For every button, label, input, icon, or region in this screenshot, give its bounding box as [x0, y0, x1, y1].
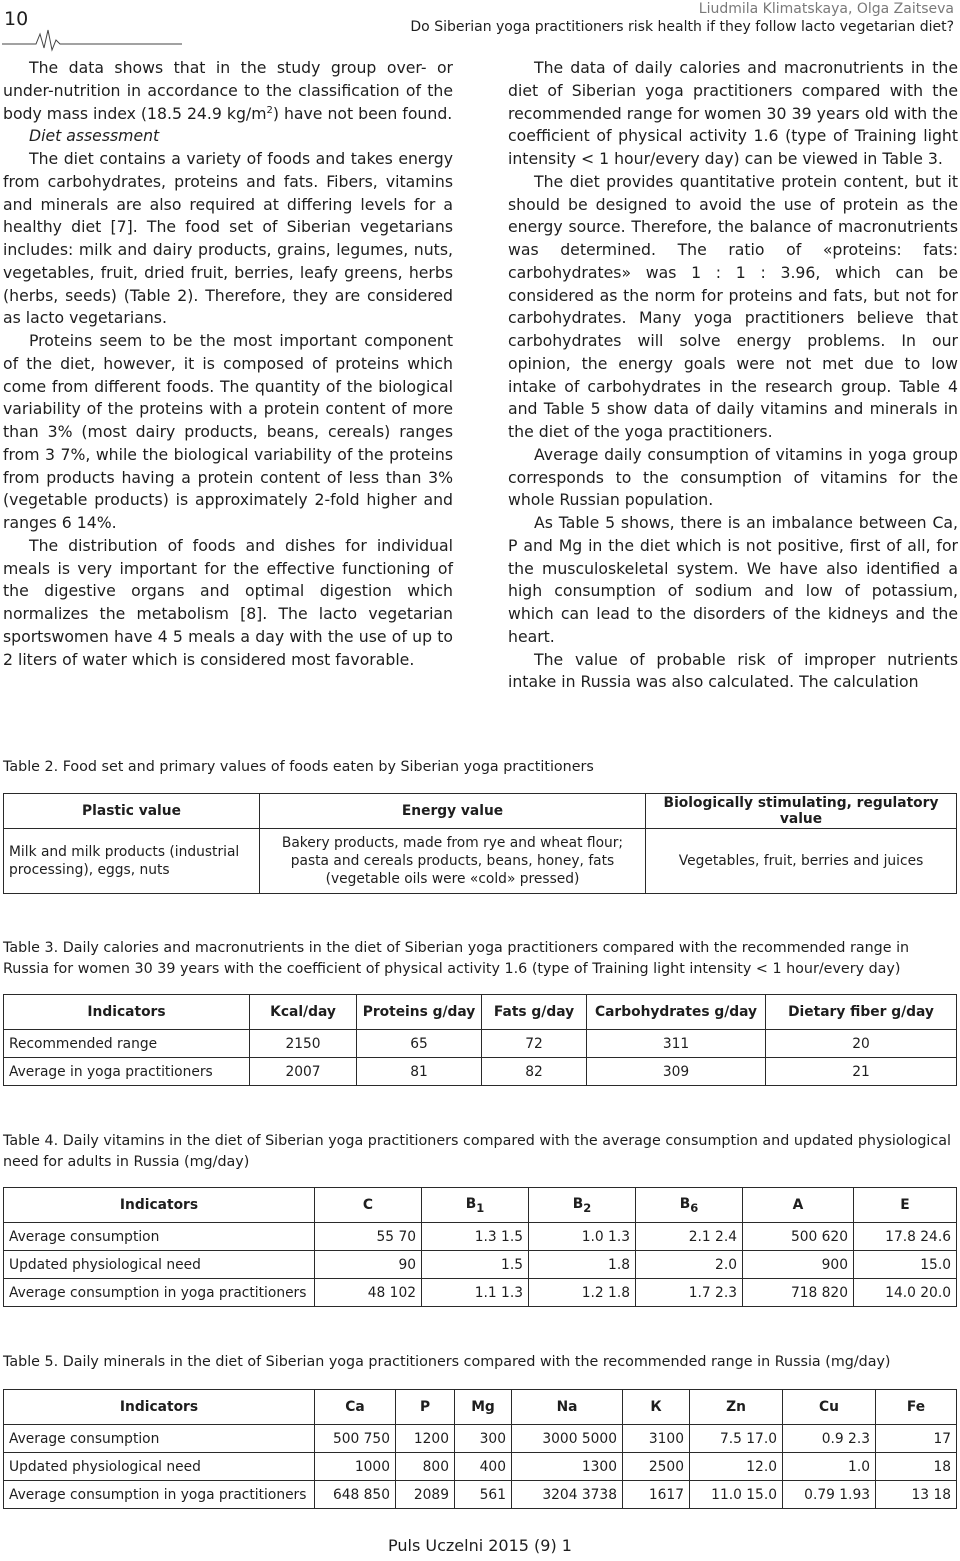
table3-caption	[3, 938, 957, 979]
table-cell: 1300	[512, 1453, 623, 1481]
table-caption-text: Daily minerals in the diet of Siberian yoga practitioners compared with the recommended range in Russia (mg/day)	[58, 1354, 891, 1370]
table-cell: Updated physiological need	[4, 1251, 315, 1279]
table-row	[4, 829, 957, 894]
table-cell: 1.8	[529, 1251, 636, 1279]
table5-caption	[3, 1352, 957, 1373]
table-label: Table 4.	[3, 1133, 59, 1149]
section-subheading: Diet assessment	[29, 126, 160, 146]
column-header: Mg	[455, 1390, 512, 1425]
table-cell: 3000 5000	[512, 1425, 623, 1453]
bmi-text-a: The data shows that in the study group over- or under-nutrition in accordance to the classification of the body mass index (18.5 24.9 kg/m	[3, 58, 453, 123]
table-cell: 65	[357, 1030, 482, 1058]
body-paragraph	[3, 57, 453, 125]
table2-caption	[3, 757, 957, 778]
table-cell: Milk and milk products (industrial processing), eggs, nuts	[4, 829, 260, 894]
table-cell: 21	[766, 1058, 957, 1086]
table-caption-text: Daily vitamins in the diet of Siberian yoga practitioners compared with the average consumption and updated physiological need for adults in Russia (mg/day)	[3, 1133, 951, 1170]
table-caption-text: Food set and primary values of foods eaten by Siberian yoga practitioners	[58, 759, 594, 775]
table-cell: 15.0	[854, 1251, 957, 1279]
column-header: Carbohydrates g/day	[587, 995, 766, 1030]
table-cell: 900	[743, 1251, 854, 1279]
table-cell: 2500	[623, 1453, 690, 1481]
superscript: 2	[266, 104, 273, 116]
table-cell: 1.3 1.5	[422, 1223, 529, 1251]
table-cell: 311	[587, 1030, 766, 1058]
column-header: Indicators	[4, 1188, 315, 1223]
table-cell: Average in yoga practitioners	[4, 1058, 250, 1086]
body-paragraph: The diet provides quantitative protein content, but it should be designed to avoid the use of protein as the energy source. Therefore, the balance of macronutrients was determined. The ratio of «proteins: fats: carbohydrates» was 1 : 1 : 3.96, which can be considered as the norm for proteins and fats, but not for carbohydrates. Many yoga practitioners believe that carbohydrates will solve energy problems. In our opinion, the energy goals were not met due to low intake of carbohydrates in the research group. Table 4 and Table 5 show data of daily vitamins and minerals in the diet of the yoga practitioners.	[508, 171, 958, 441]
table-cell: 1.2 1.8	[529, 1279, 636, 1307]
table-cell: Updated physiological need	[4, 1453, 315, 1481]
table-label: Table 3.	[3, 940, 59, 956]
column-header: E	[854, 1188, 957, 1223]
table-cell: 72	[482, 1030, 587, 1058]
table-cell: 1.5	[422, 1251, 529, 1279]
table-cell: 7.5 17.0	[690, 1425, 783, 1453]
column-header: Kcal/day	[250, 995, 357, 1030]
table-cell: 800	[396, 1453, 455, 1481]
table-cell: 0.79 1.93	[783, 1481, 876, 1509]
table-cell: 500 620	[743, 1223, 854, 1251]
table-cell: 1000	[315, 1453, 396, 1481]
table-cell: Average consumption in yoga practitioners	[4, 1481, 315, 1509]
table-cell: 3100	[623, 1425, 690, 1453]
column-header: Ca	[315, 1390, 396, 1425]
column-header: C	[315, 1188, 422, 1223]
column-header: P	[396, 1390, 455, 1425]
header-subscript: 1	[476, 1200, 485, 1215]
right-column	[508, 57, 958, 694]
table-cell: 17	[876, 1425, 957, 1453]
column-header: Na	[512, 1390, 623, 1425]
header-text: B	[465, 1195, 477, 1212]
table-cell: 1200	[396, 1425, 455, 1453]
table-cell: 14.0 20.0	[854, 1279, 957, 1307]
table-cell: Vegetables, fruit, berries and juices	[646, 829, 957, 894]
table4-caption	[3, 1131, 957, 1172]
table-cell: 648 850	[315, 1481, 396, 1509]
running-head-title: Do Siberian yoga practitioners risk health if they follow lacto vegetarian diet?	[410, 19, 954, 35]
column-header: Proteins g/day	[357, 995, 482, 1030]
table-cell: 2.0	[636, 1251, 743, 1279]
column-header: Fats g/day	[482, 995, 587, 1030]
column-header: Dietary fiber g/day	[766, 995, 957, 1030]
table-header-row	[4, 1390, 957, 1425]
page-number: 10	[4, 8, 29, 30]
body-paragraph: The data of daily calories and macronutrients in the diet of Siberian yoga practitioners compared with the recommended range for women 30 39 years old with the coefficient of physical activity 1.6 (type of Training light intensity < 1 hour/every day) can be viewed in Table 3.	[508, 58, 958, 168]
body-paragraph: The distribution of foods and dishes for individual meals is very important for the effective functioning of the digestive organs and optimal digestion which normalizes the metabolism [8]. The lacto vegetarian sportswomen have 4 5 meals a day with the use of up to 2 liters of water which is considered most favorable.	[3, 535, 453, 669]
header-subscript: 6	[690, 1200, 699, 1215]
column-header: Biologically stimulating, regulatory value	[646, 794, 957, 829]
table-cell: 561	[455, 1481, 512, 1509]
table-header-row	[4, 995, 957, 1030]
table-cell: 309	[587, 1058, 766, 1086]
left-column	[3, 57, 453, 671]
table-row	[4, 1453, 957, 1481]
table-cell: 1.0 1.3	[529, 1223, 636, 1251]
header-text: B	[679, 1195, 691, 1212]
table-cell: 2089	[396, 1481, 455, 1509]
table-cell: Average consumption	[4, 1425, 315, 1453]
table-row	[4, 1223, 957, 1251]
column-header: A	[743, 1188, 854, 1223]
column-header: Plastic value	[4, 794, 260, 829]
table-row	[4, 1058, 957, 1086]
body-paragraph: Average daily consumption of vitamins in yoga group corresponds to the consumption of vitamins for the whole Russian population.	[508, 444, 958, 510]
table-header-row	[4, 794, 957, 829]
table-header-row	[4, 1188, 957, 1223]
table4	[3, 1187, 957, 1307]
table-cell: 81	[357, 1058, 482, 1086]
page-footer: Puls Uczelni 2015 (9) 1	[388, 1536, 572, 1555]
heartbeat-line-icon	[2, 26, 182, 52]
table-row	[4, 1481, 957, 1509]
table-cell: 17.8 24.6	[854, 1223, 957, 1251]
table-cell: Average consumption	[4, 1223, 315, 1251]
column-header	[529, 1188, 636, 1223]
body-paragraph: As Table 5 shows, there is an imbalance between Ca, P and Mg in the diet which is not positive, first of all, for the musculoskeletal system. We have also identified a high consumption of sodium and low of potassium, which can lead to the disorders of the kidneys and the heart.	[508, 513, 958, 646]
table-caption-text: Daily calories and macronutrients in the diet of Siberian yoga practitioners compared with the recommended range in Russia for women 30 39 years with the coefficient of physical activity 1.6 (type of Training light intensity < 1 hour/every day)	[3, 940, 910, 977]
column-header: Indicators	[4, 995, 250, 1030]
table-cell: 82	[482, 1058, 587, 1086]
table-cell: 55 70	[315, 1223, 422, 1251]
table-row	[4, 1279, 957, 1307]
table-cell: 2.1 2.4	[636, 1223, 743, 1251]
table-cell: 400	[455, 1453, 512, 1481]
table5	[3, 1389, 957, 1509]
table-row	[4, 1251, 957, 1279]
body-paragraph: Proteins seem to be the most important component of the diet, however, it is composed of proteins which come from different foods. The quantity of the biological variability of the proteins with a protein content of more than 3% (most dairy products, beans, cereals) ranges from 3 7%, while the biological variability of the proteins from products having a protein content of less than 3% (vegetable products) is approximately 2-fold higher and ranges 6 14%.	[3, 331, 453, 532]
table-cell: 48 102	[315, 1279, 422, 1307]
column-header: Energy value	[260, 794, 646, 829]
table-cell: 2007	[250, 1058, 357, 1086]
body-paragraph: The value of probable risk of improper nutrients intake in Russia was also calculated. The calculation	[508, 649, 958, 692]
table-row	[4, 1030, 957, 1058]
table-label: Table 5.	[3, 1354, 59, 1370]
running-head-authors: Liudmila Klimatskaya, Olga Zaitseva	[698, 1, 954, 17]
body-paragraph: The diet contains a variety of foods and takes energy from carbohydrates, proteins and fats. Fibers, vitamins and minerals are also required at differing levels for a healthy diet [7]. The food set of Siberian vegetarians includes: milk and dairy products, grains, legumes, nuts, vegetables, fruit, dried fruit, berries, leafy greens, herbs (herbs, seeds) (Table 2). Therefore, they are considered as lacto vegetarians.	[3, 149, 453, 328]
table-cell: 90	[315, 1251, 422, 1279]
table-cell: Bakery products, made from rye and wheat flour; pasta and cereals products, beans, honey, fats (vegetable oils were «cold» pressed)	[260, 829, 646, 894]
column-header: Fe	[876, 1390, 957, 1425]
table-cell: 300	[455, 1425, 512, 1453]
table-row	[4, 1425, 957, 1453]
column-header: Cu	[783, 1390, 876, 1425]
table-cell: 20	[766, 1030, 957, 1058]
table-cell: 12.0	[690, 1453, 783, 1481]
table-cell: 11.0 15.0	[690, 1481, 783, 1509]
table-cell: 718 820	[743, 1279, 854, 1307]
table-cell: Average consumption in yoga practitioners	[4, 1279, 315, 1307]
bmi-text-b: ) have not been found.	[272, 103, 453, 123]
table-cell: 1.0	[783, 1453, 876, 1481]
header-text: B	[572, 1195, 584, 1212]
table-cell: 13 18	[876, 1481, 957, 1509]
column-header: Zn	[690, 1390, 783, 1425]
table-label: Table 2.	[3, 759, 59, 775]
table-cell: Recommended range	[4, 1030, 250, 1058]
table-cell: 1.7 2.3	[636, 1279, 743, 1307]
running-head	[410, 0, 954, 36]
table-cell: 2150	[250, 1030, 357, 1058]
table-cell: 500 750	[315, 1425, 396, 1453]
table3	[3, 994, 957, 1086]
column-header	[636, 1188, 743, 1223]
column-header	[422, 1188, 529, 1223]
table-cell: 18	[876, 1453, 957, 1481]
column-header: Indicators	[4, 1390, 315, 1425]
table-cell: 3204 3738	[512, 1481, 623, 1509]
table-cell: 0.9 2.3	[783, 1425, 876, 1453]
header-subscript: 2	[583, 1200, 592, 1215]
table2	[3, 793, 957, 894]
column-header: К	[623, 1390, 690, 1425]
table-cell: 1.1 1.3	[422, 1279, 529, 1307]
table-cell: 1617	[623, 1481, 690, 1509]
